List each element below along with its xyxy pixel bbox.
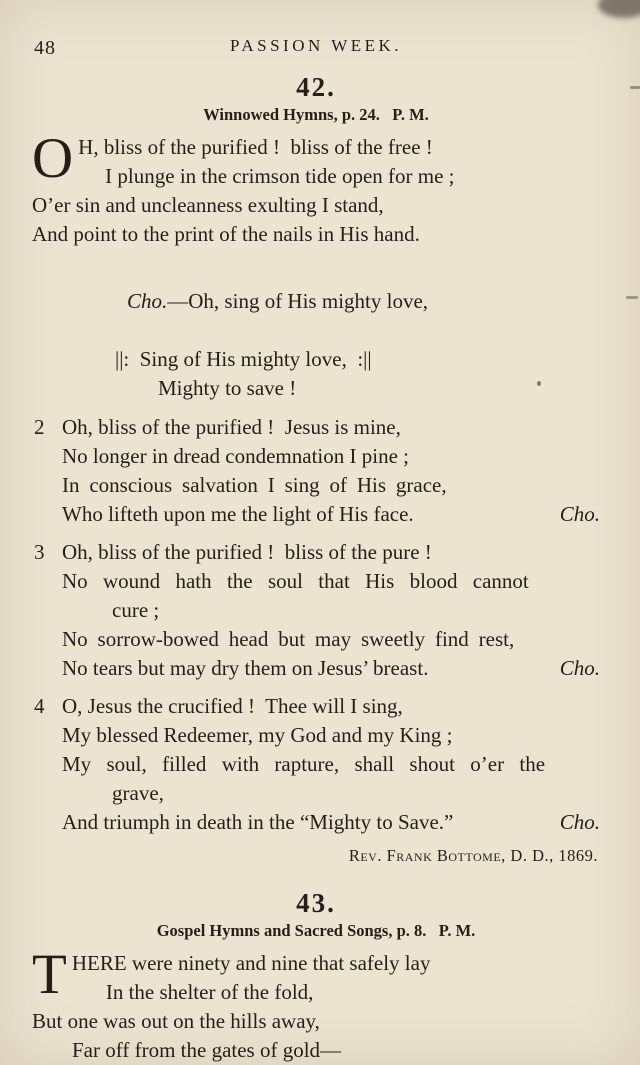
verse-number: 2 [34, 415, 45, 439]
verse-line: cure ; [112, 598, 160, 622]
verse-line [62, 654, 600, 683]
verse-1 [32, 127, 600, 249]
hymn-number: 42. [296, 72, 336, 102]
verse-line: My blessed Redeemer, my God and my King ; [62, 723, 453, 747]
verse-line: grave, [112, 781, 164, 805]
verse-3 [32, 538, 600, 683]
verse-line [62, 500, 600, 529]
verse-number: 4 [34, 694, 45, 718]
verse-line: I plunge in the crimson tide open for me ; [105, 164, 455, 188]
author-attribution: Rev. Frank Bottome, D. D., 1869. [348, 846, 598, 865]
hymn-43 [32, 888, 600, 1065]
verse-line: My soul, filled with rapture, shall shout o’er the [62, 752, 546, 776]
verse-line: O, Jesus the crucified ! Thee will I sing, [62, 694, 403, 718]
verse-line: Oh, bliss of the purified ! bliss of the pure ! [62, 540, 432, 564]
chorus-line: ||: Sing of His mighty love, :|| [115, 347, 372, 371]
chorus-line: Mighty to save ! [158, 376, 297, 400]
verse-line: No wound hath the soul that His blood cannot [62, 569, 529, 593]
page-number: 48 [34, 37, 56, 59]
verse-line: O’er sin and uncleanness exulting I stand, [32, 193, 384, 217]
page-header [32, 36, 600, 62]
chorus-reference: Cho. [559, 810, 600, 834]
chorus-reference: Cho. [559, 502, 600, 526]
verse-line-text: Who lifteth upon me the light of His face. [62, 502, 414, 526]
verse-line: Oh, bliss of the purified ! Jesus is mine, [62, 415, 401, 439]
verse-line: No sorrow-bowed head but may sweetly find rest, [62, 627, 515, 651]
verse-line: In conscious salvation I sing of His grace, [62, 473, 447, 497]
verse-2 [32, 413, 600, 529]
verse-line: Far off from the gates of gold— [72, 1038, 342, 1062]
verse-1 [32, 943, 600, 1065]
hymn-number: 43. [296, 888, 336, 918]
chorus [32, 258, 600, 403]
hymn-42 [32, 72, 600, 866]
chorus-reference: Cho. [559, 656, 600, 680]
verse-line-text: And triumph in death in the “Mighty to Save.” [62, 810, 454, 834]
verse-line: And point to the print of the nails in His hand. [32, 222, 420, 246]
chorus-line-text: —Oh, sing of His mighty love, [167, 289, 429, 313]
running-title: PASSION WEEK. [229, 36, 403, 55]
dropcap-letter: T [32, 943, 67, 1006]
verse-number: 3 [34, 540, 45, 564]
chorus-line [85, 258, 600, 345]
verse-line: H, bliss of the purified ! bliss of the free ! [78, 135, 433, 159]
scan-artifact [630, 86, 640, 89]
verse-line-text: No tears but may dry them on Jesus’ breast. [62, 656, 429, 680]
verse-line: But one was out on the hills away, [32, 1009, 320, 1033]
scan-artifact [626, 296, 638, 299]
hymn-source: Winnowed Hymns, p. 24. P. M. [203, 105, 429, 124]
dropcap-letter: O [32, 127, 74, 190]
verse-line: No longer in dread condemnation I pine ; [62, 444, 409, 468]
verse-line: In the shelter of the fold, [105, 980, 314, 1004]
verse-line: HERE were ninety and nine that safely lay [71, 951, 431, 975]
chorus-label: Cho. [127, 289, 168, 313]
verse-4 [32, 692, 600, 837]
scan-artifact [598, 0, 640, 18]
hymn-source: Gospel Hymns and Sacred Songs, p. 8. P. M. [156, 921, 476, 940]
verse-line [62, 808, 600, 837]
